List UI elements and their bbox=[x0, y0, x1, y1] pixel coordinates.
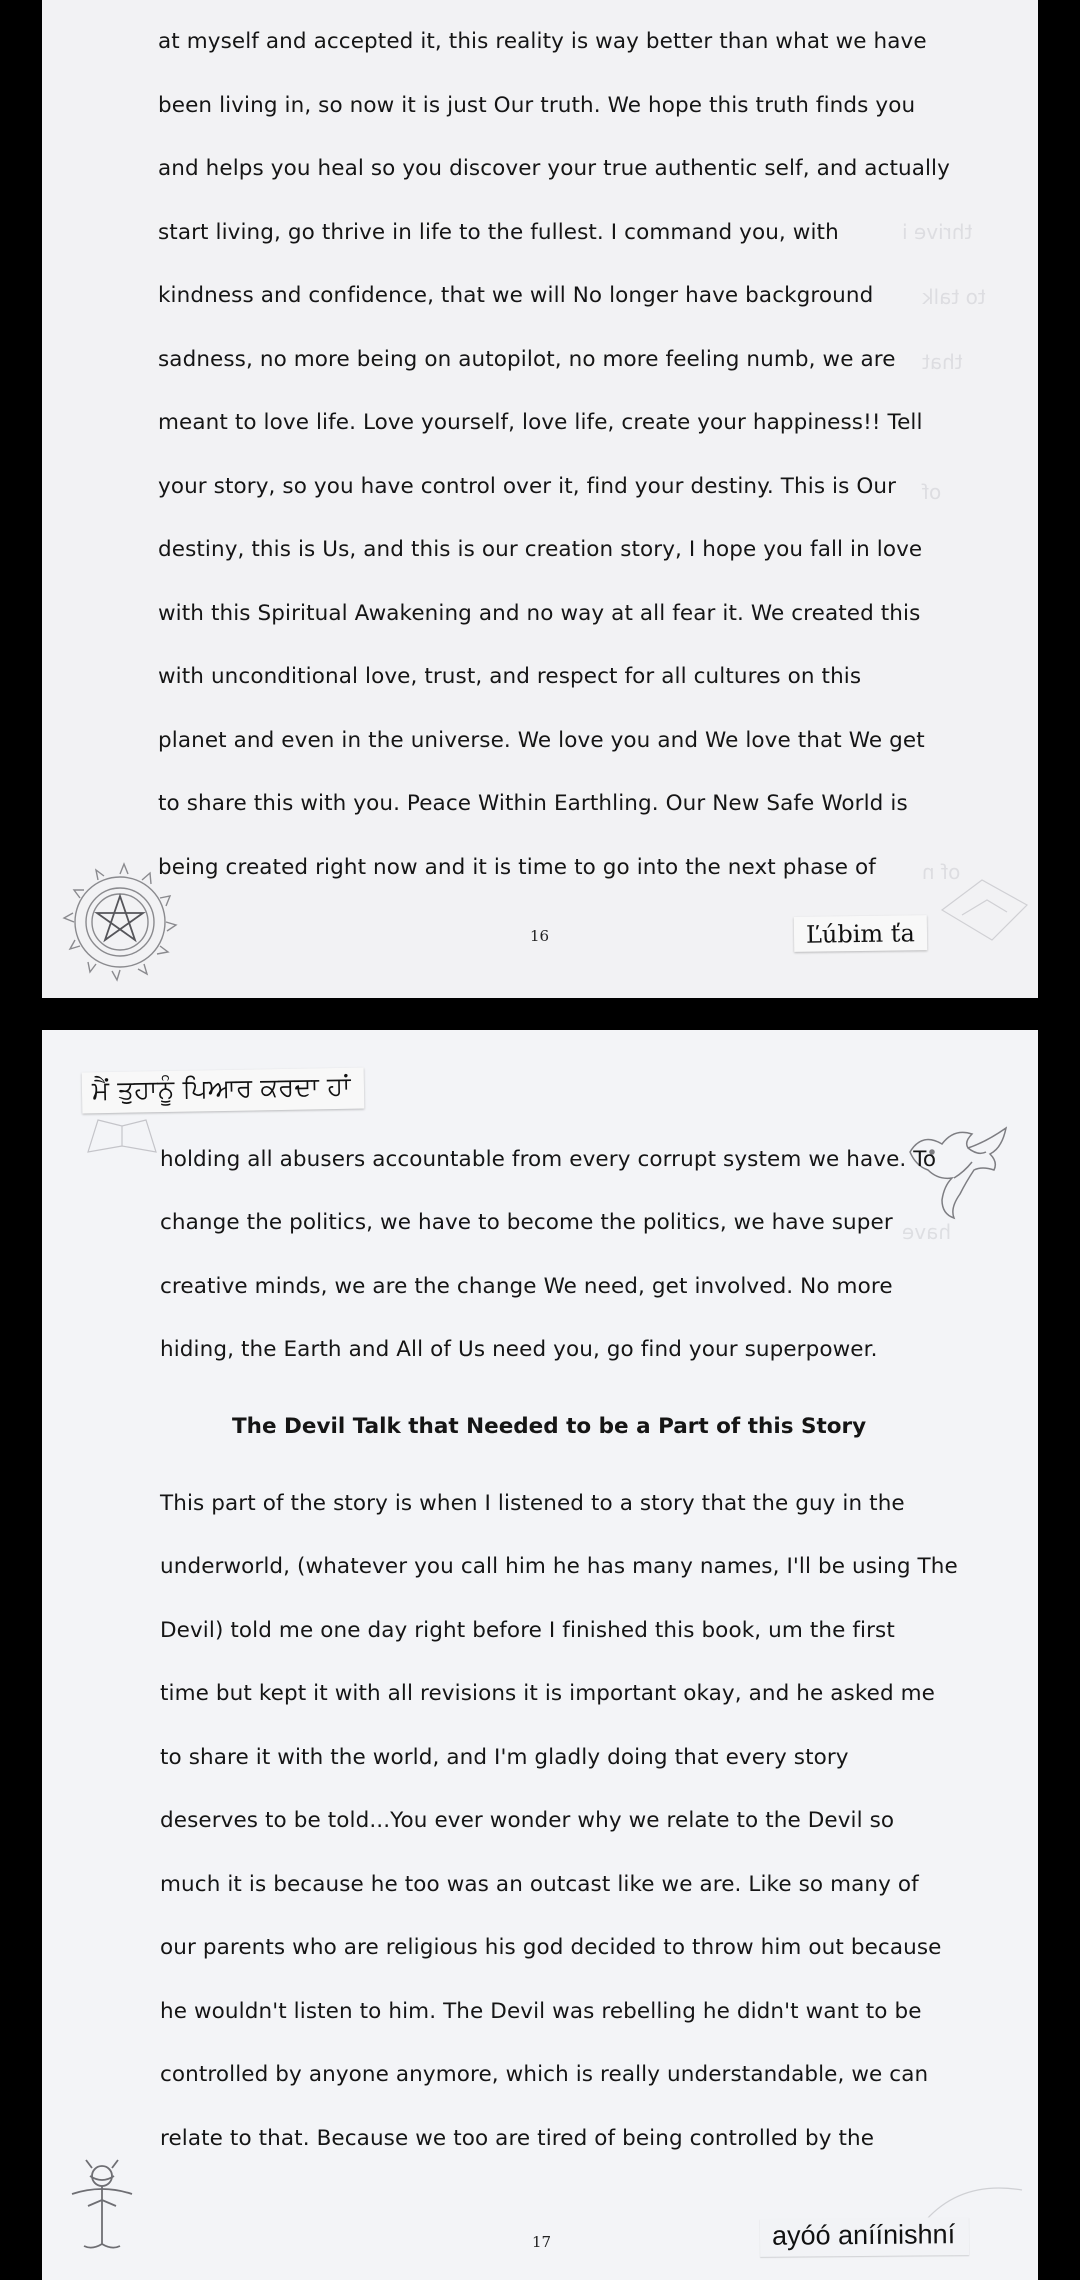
show-through-text: have bbox=[902, 1220, 952, 1244]
text-line: holding all abusers accountable from every corrupt system we have. To bbox=[160, 1147, 937, 1172]
section-heading: The Devil Talk that Needed to be a Part of this Story bbox=[232, 1414, 867, 1439]
text-line: to share this with you. Peace Within Earthling. Our New Safe World is bbox=[158, 791, 908, 816]
page-number: 16 bbox=[530, 927, 550, 945]
show-through-text: to talk bbox=[922, 285, 986, 309]
show-through-text: that bbox=[922, 350, 963, 374]
text-line: to share it with the world, and I'm gladly doing that every story bbox=[160, 1745, 849, 1770]
text-line: with unconditional love, trust, and respect for all cultures on this bbox=[158, 664, 862, 689]
text-line: underworld, (whatever you call him he has many names, I'll be using The bbox=[160, 1554, 958, 1579]
faint-book-sketch bbox=[82, 1116, 162, 1156]
text-line: been living in, so now it is just Our truth. We hope this truth finds you bbox=[158, 93, 916, 118]
text-line: deserves to be told...You ever wonder why we relate to the Devil so bbox=[160, 1808, 895, 1833]
text-line: he wouldn't listen to him. The Devil was rebelling he didn't want to be bbox=[160, 1999, 922, 2024]
text-line: meant to love life. Love yourself, love life, create your happiness!! Tell bbox=[158, 410, 923, 435]
text-line: change the politics, we have to become the politics, we have super bbox=[160, 1210, 893, 1235]
text-line: much it is because he too was an outcast like we are. Like so many of bbox=[160, 1872, 919, 1897]
show-through-text: thrive i bbox=[902, 220, 973, 244]
faint-sketch bbox=[932, 870, 1038, 950]
text-line: start living, go thrive in life to the fullest. I command you, with bbox=[158, 220, 839, 245]
text-line: at myself and accepted it, this reality is way better than what we have bbox=[158, 29, 927, 54]
text-line: kindness and confidence, that we will No longer have background bbox=[158, 283, 874, 308]
text-line: and helps you heal so you discover your true authentic self, and actually bbox=[158, 156, 950, 181]
text-line: creative minds, we are the change We need, get involved. No more bbox=[160, 1274, 893, 1299]
text-line: planet and even in the universe. We love you and We love that We get bbox=[158, 728, 925, 753]
text-line: sadness, no more being on autopilot, no more feeling numb, we are bbox=[158, 347, 896, 372]
show-through-text: of n bbox=[922, 860, 961, 884]
page-17 bbox=[42, 1030, 1038, 2280]
dragon-drawing bbox=[902, 1122, 1018, 1226]
text-line: controlled by anyone anymore, which is really understandable, we can bbox=[160, 2062, 929, 2087]
language-sticker: Ľúbim ťa bbox=[794, 915, 927, 952]
page-number: 17 bbox=[532, 2233, 552, 2251]
text-line: your story, so you have control over it, find your destiny. This is Our bbox=[158, 474, 897, 499]
language-sticker: ayóó aníínishní bbox=[760, 2217, 969, 2257]
text-line: hiding, the Earth and All of Us need you, go find your superpower. bbox=[160, 1337, 878, 1362]
text-line: Devil) told me one day right before I finished this book, um the first bbox=[160, 1618, 895, 1643]
figure-drawing bbox=[62, 2154, 142, 2254]
text-line: with this Spiritual Awakening and no way at all fear it. We created this bbox=[158, 601, 921, 626]
pentagram-sun-drawing bbox=[56, 852, 186, 990]
page-16 bbox=[42, 0, 1038, 998]
text-line: being created right now and it is time to go into the next phase of bbox=[158, 855, 876, 880]
text-line: destiny, this is Us, and this is our creation story, I hope you fall in love bbox=[158, 537, 923, 562]
text-line: This part of the story is when I listened to a story that the guy in the bbox=[160, 1491, 905, 1516]
text-line: relate to that. Because we too are tired of being controlled by the bbox=[160, 2126, 875, 2151]
text-line: time but kept it with all revisions it is important okay, and he asked me bbox=[160, 1681, 936, 1706]
text-line: our parents who are religious his god decided to throw him out because bbox=[160, 1935, 942, 1960]
show-through-text: of bbox=[922, 480, 942, 504]
language-sticker: ਮੈਂ ਤੁਹਾਨੂੰ ਪਿਆਰ ਕਰਦਾ ਹਾਂ bbox=[82, 1068, 365, 1114]
